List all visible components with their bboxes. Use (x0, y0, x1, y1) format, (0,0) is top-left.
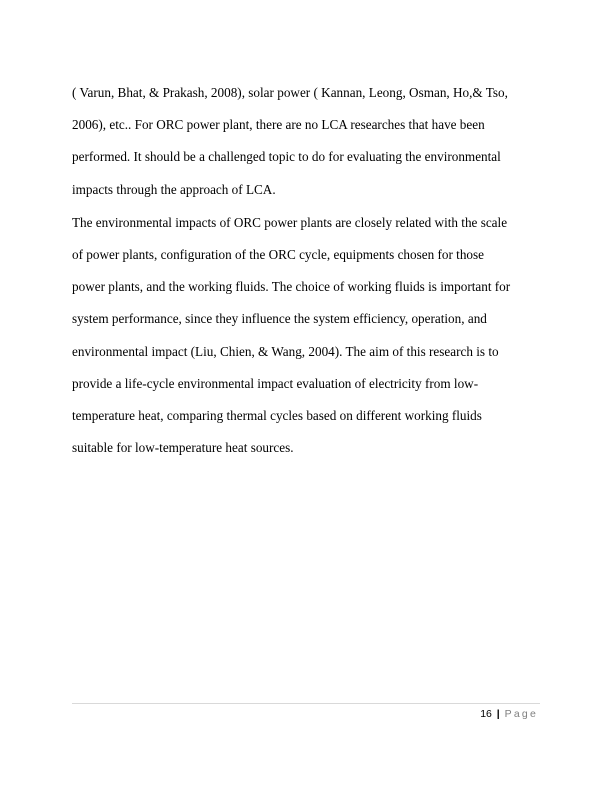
page-label: Page (504, 708, 538, 720)
body-text (72, 84, 544, 471)
page-number: 16 (480, 708, 492, 720)
page-separator: | (496, 708, 500, 720)
text-line: system performance, since they influence the system efficiency, operation, and (72, 311, 487, 327)
paragraph-2 (72, 214, 544, 457)
text-line: ( Varun, Bhat, & Prakash, 2008), solar power ( Kannan, Leong, Osman, Ho,& Tso, (72, 85, 508, 100)
text-line: temperature heat, comparing thermal cycles based on different working fluids (72, 407, 482, 423)
text-line: performed. It should be a challenged topic to do for evaluating the environmental (72, 149, 501, 165)
paragraph-1 (72, 84, 544, 199)
text-line: of power plants, configuration of the ORC cycle, equipments chosen for those (72, 246, 485, 262)
text-line: The environmental impacts of ORC power plants are closely related with the scale (72, 214, 508, 230)
text-line: suitable for low-temperature heat sources. (72, 440, 294, 456)
page-footer (480, 707, 538, 721)
text-line: environmental impact (Liu, Chien, & Wang, 2004). The aim of this research is to (72, 343, 499, 359)
text-line: power plants, and the working fluids. The choice of working fluids is important for (72, 279, 511, 295)
footer-divider (72, 703, 540, 704)
text-line: impacts through the approach of LCA. (72, 181, 276, 197)
text-line: provide a life-cycle environmental impact evaluation of electricity from low- (72, 375, 479, 391)
text-line: 2006), etc.. For ORC power plant, there are no LCA researches that have been (72, 117, 485, 133)
